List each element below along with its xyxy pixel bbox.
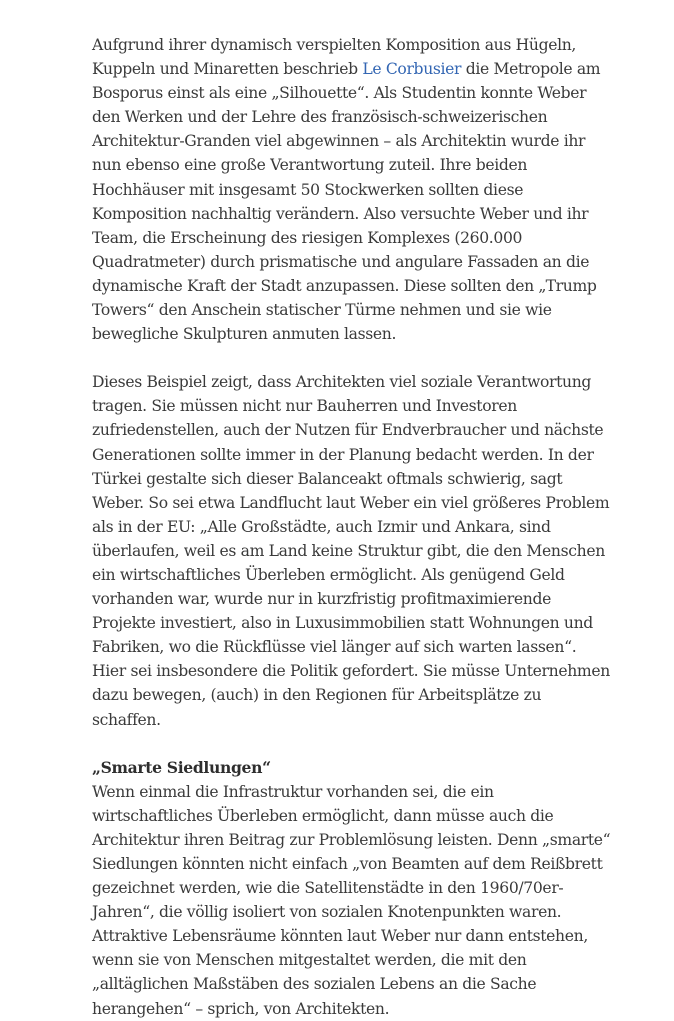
paragraph-1-rest: die Metropole am Bosporus einst als eine „Silhouette“. Als Studentin konnte Weber den Werken und der Lehre des französisch-schweizerischen Architektur-Granden viel abgewinnen – als Architektin wurde ihr nun ebenso eine große Verantwortung zuteil. Ihre beiden Hochhäuser mit insgesamt 50 Stockwerken sollten diese Komposition nachhaltig verändern. Also versuchte Weber und ihr Team, die Erscheinung des riesigen Komplexes (260.000 Quadratmeter) durch prismatische und angulare Fassaden an die dynamische Kraft der Stadt anzupassen. Diese sollten den „Trump Towers“ den Anschein statischer Türme nehmen und sie wie bewegliche Skulpturen anmuten lassen. <box>92 60 601 344</box>
paragraph-1-intro: Aufgrund ihrer dynamisch verspielten Komposition aus Hügeln, Kuppeln und Minaretten beschrieb <box>92 36 577 79</box>
article-body <box>92 33 612 1021</box>
section-heading: „Smarte Siedlungen“ <box>92 757 271 777</box>
le-corbusier-link[interactable]: Le Corbusier <box>362 60 462 79</box>
paragraph-2: Dieses Beispiel zeigt, dass Architekten viel soziale Verantwortung tragen. Sie müssen nicht nur Bauherren und Investoren zufriedenstellen, auch der Nutzen für Endverbraucher und nächste Generationen sollte immer in der Planung bedacht werden. In der Türkei gestalte sich dieser Balanceakt oftmals schwierig, sagt Weber. So sei etwa Landflucht laut Weber ein viel größeres Problem als in der EU: „Alle Großstädte, auch Izmir und Ankara, sind überlaufen, weil es am Land keine Struktur gibt, die den Menschen ein wirtschaftliches Überleben ermöglicht. Als genügend Geld vorhanden war, wurde nur in kurzfristig profitmaximierende Projekte investiert, also in Luxusimmobilien statt Wohnungen und Fabriken, wo die Rückflüsse viel länger auf sich warten lassen“. Hier sei insbesondere die Politik gefordert. Sie müsse Unternehmen dazu bewegen, (auch) in den Regionen für Arbeitsplätze zu schaffen. <box>92 373 610 729</box>
section-paragraph: Wenn einmal die Infrastruktur vorhanden sei, die ein wirtschaftliches Überleben ermöglicht, dann müsse auch die Architektur ihren Beitrag zur Problemlösung leisten. Denn „smarte“ Siedlungen könnten nicht einfach „von Beamten auf dem Reißbrett gezeichnet werden, wie die Satellitenstädte in den 1960/70er-Jahren“, die völlig isoliert von sozialen Knotenpunkten waren. Attraktive Lebensräume könnten laut Weber nur dann entstehen, wenn sie von Menschen mitgestaltet werden, die mit den „alltäglichen Maßstäben des sozialen Lebens an die Sache herangehen“ – sprich, von Architekten. <box>92 782 611 1018</box>
paragraph-1 <box>92 33 612 346</box>
